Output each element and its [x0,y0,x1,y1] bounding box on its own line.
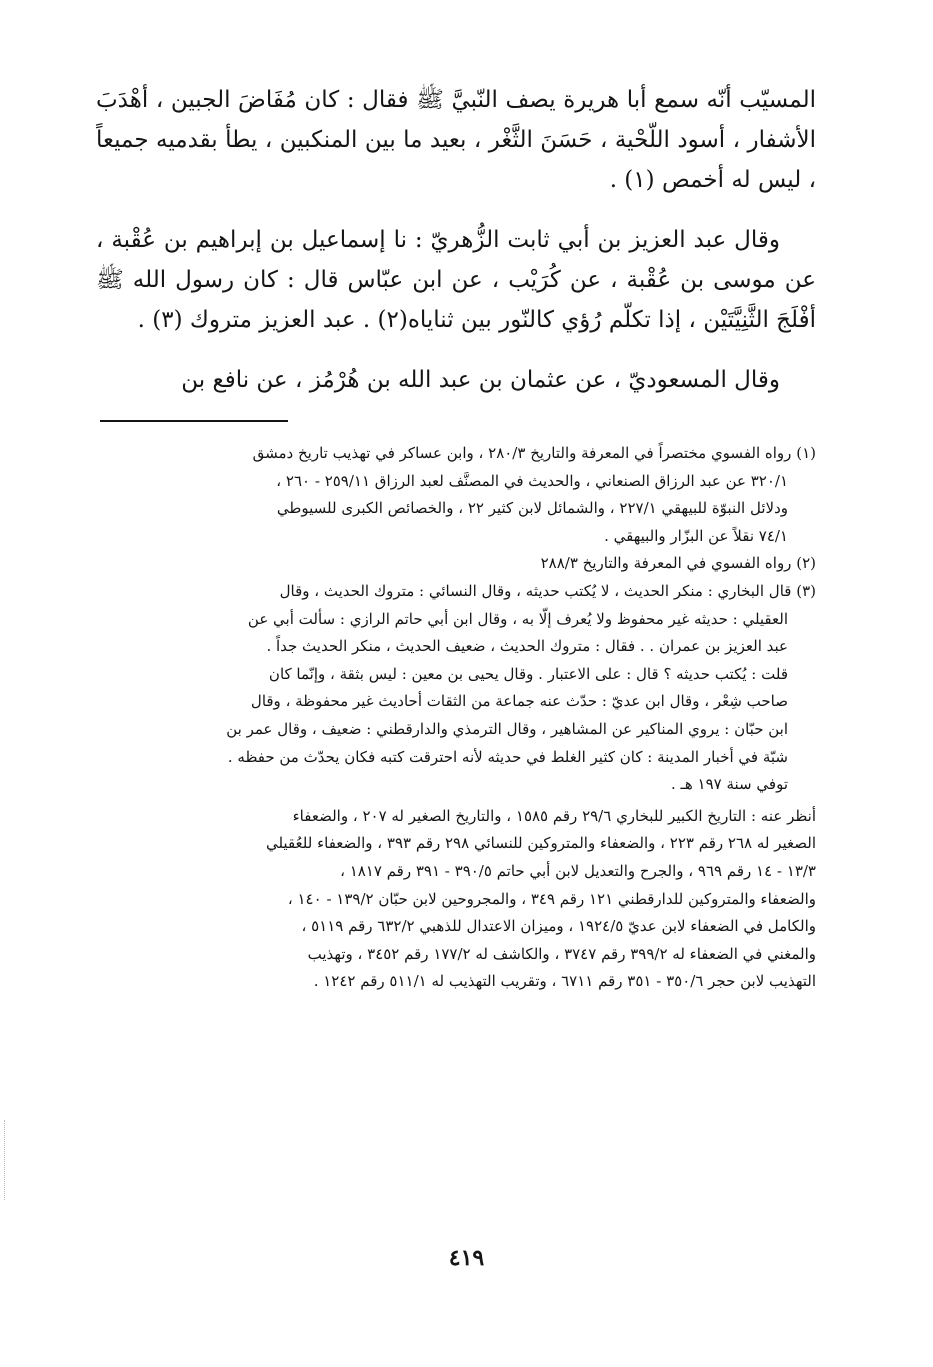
footnote-line: شبّة في أخبار المدينة : كان كثير الغلط في حديثه لأنه احترقت كتبه فكان يحدّث من حفظه . [227,747,788,766]
main-paragraph: وقال عبد العزيز بن أبي ثابت الزُّهريّ : نا إسماعيل بن إبراهيم بن عُقْبة ، عن موسى بن عُقْبة ، عن كُرَيْب ، عن ابن عبّاس قال : كان رسول الله ﷺ أفْلَجَ الثَّنِيَّتَيْن ، إذا تكلّم رُؤي كالنّور بين ثناياه(٢) . عبد العزيز متروك (٣) . [96,227,816,333]
footnote-line: العقيلي : حديثه غير محفوظ ولا يُعرف إلّا به ، وقال ابن أبي حاتم الرازي : سألت أبي عن [247,609,788,628]
footnote-line: قال البخاري : منكر الحديث ، لا يُكتب حديثه ، وقال النسائي : متروك الحديث ، وقال [279,581,792,600]
main-text [96,80,816,400]
footnote-line: رواه الفسوي في المعرفة والتاريخ ٢٨٨/٣ [540,554,792,573]
footnote-line: ودلائل النبوّة للبيهقي ٢٢٧/١ ، والشمائل لابن كثير ٢٢ ، والخصائص الكبرى للسيوطي [276,499,788,518]
footnote-line: ابن حبّان : يروي المناكير عن المشاهير ، وقال الترمذي والدارقطني : ضعيف ، وقال عمر بن [226,719,788,738]
footnote-separator [100,420,288,422]
footnote-line: عبد العزيز بن عمران . . فقال : متروك الحديث ، ضعيف الحديث ، منكر الحديث جداً . [266,637,788,656]
footnote-line: توفي سنة ١٩٧ هـ . [670,775,788,794]
scan-edge-mark [4,1120,6,1200]
footnote-line: رواه الفسوي مختصراً في المعرفة والتاريخ ٢٨٠/٣ ، وابن عساكر في تهذيب تاريخ دمشق [252,444,792,462]
footnote-1 [96,440,816,550]
reference-line: أنظر عنه : التاريخ الكبير للبخاري ٢٩/٦ رقم ١٥٨٥ ، والتاريخ الصغير له ٢٠٧ ، والضعفاء [292,806,816,825]
reference-line: والمغني في الضعفاء له ٣٩٩/٢ رقم ٣٧٤٧ ، والكاشف له ١٧٧/٢ رقم ٣٤٥٢ ، وتهذيب [307,944,816,963]
main-paragraph: وقال المسعوديّ ، عن عثمان بن عبد الله بن هُرْمُز ، عن نافع بن [181,367,780,393]
footnote-marker: (١) [796,444,816,462]
reference-line: الصغير له ٢٦٨ رقم ٢٢٣ ، والضعفاء والمتروكين للنسائي ٢٩٨ رقم ٣٩٣ ، والضعفاء للعُقيلي [265,834,816,853]
reference-line: والضعفاء والمتروكين للدارقطني ١٢١ رقم ٣٤٩ ، والمجروحين لابن حبّان ١٣٩/٢ - ١٤٠ ، [287,889,816,908]
footnote-marker: (٢) [796,554,816,573]
footnote-3 [96,578,816,799]
footnote-line: ٣٢٠/١ عن عبد الرزاق الصنعاني ، والحديث في المصنَّف لعبد الرزاق ٢٥٩/١١ - ٢٦٠ ، [276,471,788,490]
footnote-line: قلت : يُكتب حديثه ؟ قال : على الاعتبار . وقال يحيى بن معين : ليس بثقة ، وإنّما كان [268,664,788,683]
reference-line: التهذيب لابن حجر ٣٥٠/٦ - ٣٥١ رقم ٦٧١١ ، وتقريب التهذيب له ٥١١/١ رقم ١٢٤٢ . [313,972,816,991]
see-also-references [96,803,816,996]
reference-line: ١٣/٣ - ١٤ رقم ٩٦٩ ، والجرح والتعديل لابن أبي حاتم ٣٩٠/٥ - ٣٩١ رقم ١٨١٧ ، [340,861,816,880]
page-content [96,80,816,996]
page-number: ٤١٩ [448,1245,485,1271]
footnote-line: ٧٤/١ نقلاً عن البزّار والبيهقي . [604,526,788,545]
footnote-line: صاحب شِعْر ، وقال ابن عديّ : حدّث عنه جماعة من الثقات أحاديث غير محفوظة ، وقال [250,692,788,711]
footnotes [96,440,816,996]
footnote-2 [96,550,816,578]
footnote-marker: (٣) [796,581,816,600]
main-paragraph: المسيّب أنّه سمع أبا هريرة يصف النّبيَّ ﷺ فقال : كان مُفَاضَ الجبين ، أهْدَبَ الأشفار ، أسود اللّحْية ، حَسَنَ الثَّغْر ، بعيد ما بين المنكبين ، يطأ بقدميه جميعاً ، ليس له أخمص (١) . [96,87,816,193]
reference-line: والكامل في الضعفاء لابن عديّ ١٩٢٤/٥ ، وميزان الاعتدال للذهبي ٦٣٢/٢ رقم ٥١١٩ ، [301,917,816,936]
